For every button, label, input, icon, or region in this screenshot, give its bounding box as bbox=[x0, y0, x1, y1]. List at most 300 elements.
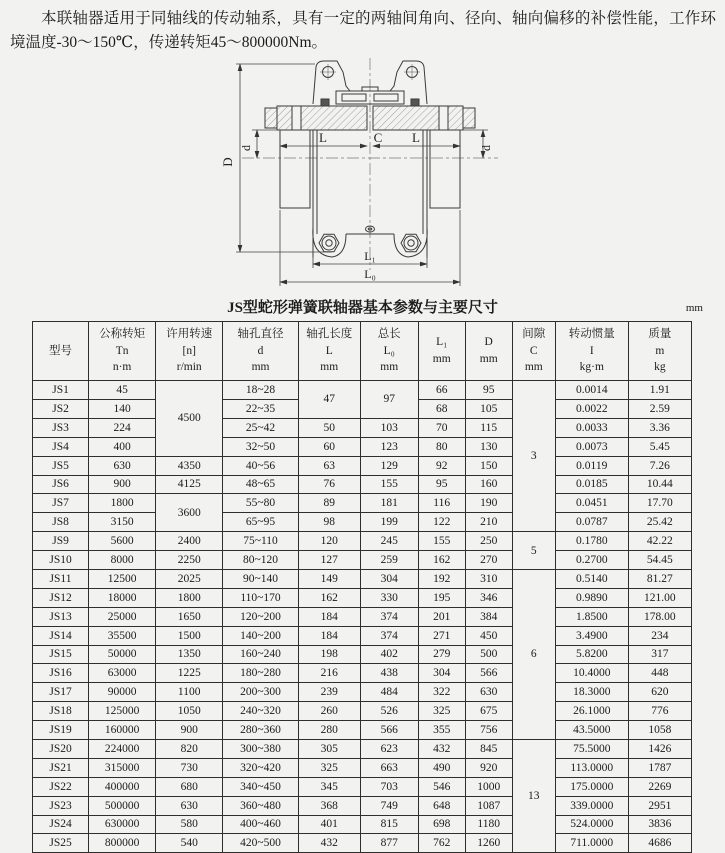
cell-torque: 800000 bbox=[89, 834, 156, 853]
cell-D: 210 bbox=[465, 513, 512, 532]
cell-model: JS16 bbox=[33, 664, 89, 683]
cell-torque: 5600 bbox=[89, 532, 156, 551]
cell-torque: 45 bbox=[89, 381, 156, 400]
cell-L1: 162 bbox=[418, 551, 465, 570]
cell-gap-C: 3 bbox=[512, 381, 555, 532]
cell-L1: 70 bbox=[418, 418, 465, 437]
cell-inertia: 75.5000 bbox=[555, 740, 628, 759]
cell-bore-d: 300~380 bbox=[223, 740, 299, 759]
table-row bbox=[33, 437, 692, 456]
cell-mass: 620 bbox=[628, 683, 691, 702]
cell-torque: 900 bbox=[89, 475, 156, 494]
cell-speed: 900 bbox=[156, 721, 223, 740]
table-row bbox=[33, 513, 692, 532]
cell-bore-d: 75~110 bbox=[223, 532, 299, 551]
col-header-gap-C: 间隙 C mm bbox=[512, 322, 555, 381]
col-header-mass: 质量 m kg bbox=[628, 322, 691, 381]
cell-L1: 66 bbox=[418, 381, 465, 400]
col-header-inertia: 转动惯量 I kg·m bbox=[555, 322, 628, 381]
cell-len-L0: 199 bbox=[360, 513, 418, 532]
cell-bore-d: 280~360 bbox=[223, 721, 299, 740]
cell-model: JS4 bbox=[33, 437, 89, 456]
cell-speed: 2250 bbox=[156, 551, 223, 570]
cell-mass: 7.26 bbox=[628, 456, 691, 475]
cell-model: JS23 bbox=[33, 796, 89, 815]
cell-mass: 1787 bbox=[628, 758, 691, 777]
col-header-speed: 许用转速 [n] r/min bbox=[156, 322, 223, 381]
cell-len-L: 89 bbox=[298, 494, 360, 513]
cell-model: JS22 bbox=[33, 777, 89, 796]
parameters-table bbox=[32, 321, 692, 853]
cell-mass: 5.45 bbox=[628, 437, 691, 456]
cell-bore-d: 25~42 bbox=[223, 418, 299, 437]
cell-len-L: 184 bbox=[298, 626, 360, 645]
cell-len-L0: 484 bbox=[360, 683, 418, 702]
cell-speed: 1650 bbox=[156, 607, 223, 626]
dim-label-d-right: d bbox=[479, 145, 493, 152]
cell-bore-d: 18~28 bbox=[223, 381, 299, 400]
cell-L1: 195 bbox=[418, 588, 465, 607]
cell-len-L0: 103 bbox=[360, 418, 418, 437]
cell-inertia: 0.0014 bbox=[555, 381, 628, 400]
cell-torque: 12500 bbox=[89, 570, 156, 589]
cell-len-L: 76 bbox=[298, 475, 360, 494]
cell-D: 130 bbox=[465, 437, 512, 456]
col-header-L1: L₁ mm bbox=[418, 322, 465, 381]
cell-D: 1260 bbox=[465, 834, 512, 853]
cell-model: JS14 bbox=[33, 626, 89, 645]
cell-D: 346 bbox=[465, 588, 512, 607]
cell-D: 500 bbox=[465, 645, 512, 664]
cell-mass: 3.36 bbox=[628, 418, 691, 437]
cell-D: 150 bbox=[465, 456, 512, 475]
cell-L1: 95 bbox=[418, 475, 465, 494]
cell-mass: 4686 bbox=[628, 834, 691, 853]
cell-mass: 2.59 bbox=[628, 399, 691, 418]
table-row bbox=[33, 815, 692, 834]
cell-len-L: 50 bbox=[298, 418, 360, 437]
cell-L1: 648 bbox=[418, 796, 465, 815]
cell-speed: 1800 bbox=[156, 588, 223, 607]
cell-torque: 224000 bbox=[89, 740, 156, 759]
cell-bore-d: 90~140 bbox=[223, 570, 299, 589]
cell-L1: 192 bbox=[418, 570, 465, 589]
cell-torque: 400 bbox=[89, 437, 156, 456]
table-row bbox=[33, 834, 692, 853]
cell-D: 450 bbox=[465, 626, 512, 645]
cell-inertia: 711.0000 bbox=[555, 834, 628, 853]
cell-len-L0: 259 bbox=[360, 551, 418, 570]
cell-mass: 10.44 bbox=[628, 475, 691, 494]
cell-bore-d: 320~420 bbox=[223, 758, 299, 777]
cell-inertia: 3.4900 bbox=[555, 626, 628, 645]
cell-speed: 4350 bbox=[156, 456, 223, 475]
cell-speed: 540 bbox=[156, 834, 223, 853]
cell-speed: 2400 bbox=[156, 532, 223, 551]
cell-L1: 271 bbox=[418, 626, 465, 645]
table-row bbox=[33, 683, 692, 702]
cell-torque: 25000 bbox=[89, 607, 156, 626]
cell-len-L0: 155 bbox=[360, 475, 418, 494]
cell-len-L0: 877 bbox=[360, 834, 418, 853]
cell-model: JS8 bbox=[33, 513, 89, 532]
cell-model: JS5 bbox=[33, 456, 89, 475]
cell-speed: 1050 bbox=[156, 702, 223, 721]
table-row bbox=[33, 570, 692, 589]
cell-model: JS1 bbox=[33, 381, 89, 400]
cell-L1: 92 bbox=[418, 456, 465, 475]
cell-torque: 630 bbox=[89, 456, 156, 475]
cell-mass: 42.22 bbox=[628, 532, 691, 551]
cell-torque: 160000 bbox=[89, 721, 156, 740]
cell-inertia: 0.0787 bbox=[555, 513, 628, 532]
cell-len-L: 63 bbox=[298, 456, 360, 475]
cell-torque: 3150 bbox=[89, 513, 156, 532]
table-row bbox=[33, 758, 692, 777]
cell-len-L: 127 bbox=[298, 551, 360, 570]
cell-D: 675 bbox=[465, 702, 512, 721]
cell-model: JS18 bbox=[33, 702, 89, 721]
cell-inertia: 0.0033 bbox=[555, 418, 628, 437]
dim-label-C: C bbox=[373, 130, 383, 146]
cell-L1: 322 bbox=[418, 683, 465, 702]
cell-D: 920 bbox=[465, 758, 512, 777]
cell-bore-d: 110~170 bbox=[223, 588, 299, 607]
cell-bore-d: 65~95 bbox=[223, 513, 299, 532]
table-row bbox=[33, 721, 692, 740]
cell-model: JS15 bbox=[33, 645, 89, 664]
cell-bore-d: 48~65 bbox=[223, 475, 299, 494]
cell-mass: 3836 bbox=[628, 815, 691, 834]
cell-len-L: 432 bbox=[298, 834, 360, 853]
table-title-row bbox=[0, 296, 725, 318]
cell-L1: 546 bbox=[418, 777, 465, 796]
table-row bbox=[33, 740, 692, 759]
cell-inertia: 0.0073 bbox=[555, 437, 628, 456]
cell-inertia: 5.8200 bbox=[555, 645, 628, 664]
cell-speed: 1350 bbox=[156, 645, 223, 664]
cell-D: 845 bbox=[465, 740, 512, 759]
cell-speed: 730 bbox=[156, 758, 223, 777]
cell-torque: 630000 bbox=[89, 815, 156, 834]
cell-len-L0: 623 bbox=[360, 740, 418, 759]
cell-mass: 17.70 bbox=[628, 494, 691, 513]
cell-len-L: 184 bbox=[298, 607, 360, 626]
cell-speed: 1100 bbox=[156, 683, 223, 702]
coupling-section-view bbox=[180, 58, 545, 296]
cell-mass: 81.27 bbox=[628, 570, 691, 589]
cell-torque: 90000 bbox=[89, 683, 156, 702]
cell-bore-d: 240~320 bbox=[223, 702, 299, 721]
table-row bbox=[33, 532, 692, 551]
cell-bore-d: 40~56 bbox=[223, 456, 299, 475]
cell-len-L0: 97 bbox=[360, 381, 418, 419]
cell-mass: 317 bbox=[628, 645, 691, 664]
cell-len-L: 325 bbox=[298, 758, 360, 777]
cell-D: 1000 bbox=[465, 777, 512, 796]
cell-torque: 35500 bbox=[89, 626, 156, 645]
table-row bbox=[33, 418, 692, 437]
cell-bore-d: 55~80 bbox=[223, 494, 299, 513]
cell-bore-d: 160~240 bbox=[223, 645, 299, 664]
cell-torque: 140 bbox=[89, 399, 156, 418]
table-row bbox=[33, 702, 692, 721]
cell-len-L: 120 bbox=[298, 532, 360, 551]
cell-bore-d: 22~35 bbox=[223, 399, 299, 418]
cell-D: 384 bbox=[465, 607, 512, 626]
cell-inertia: 0.2700 bbox=[555, 551, 628, 570]
dim-label-L-left: L bbox=[319, 130, 327, 146]
cell-len-L0: 749 bbox=[360, 796, 418, 815]
cell-L1: 698 bbox=[418, 815, 465, 834]
cell-bore-d: 400~460 bbox=[223, 815, 299, 834]
cell-inertia: 26.1000 bbox=[555, 702, 628, 721]
cell-len-L0: 566 bbox=[360, 721, 418, 740]
cell-D: 1180 bbox=[465, 815, 512, 834]
dim-label-L-right: L bbox=[412, 130, 420, 146]
cell-mass: 2269 bbox=[628, 777, 691, 796]
cell-speed: 3600 bbox=[156, 494, 223, 532]
cell-L1: 279 bbox=[418, 645, 465, 664]
cell-len-L0: 304 bbox=[360, 570, 418, 589]
cell-model: JS9 bbox=[33, 532, 89, 551]
cell-inertia: 0.9890 bbox=[555, 588, 628, 607]
cell-speed: 630 bbox=[156, 796, 223, 815]
cell-model: JS19 bbox=[33, 721, 89, 740]
cell-inertia: 0.0185 bbox=[555, 475, 628, 494]
intro-paragraph: 本联轴器适用于同轴线的传动轴系，具有一定的两轴间角向、径向、轴向偏移的补偿性能，工作环境温度-30～150℃，传递转矩45～800000Nm。 bbox=[10, 10, 716, 51]
cell-len-L: 345 bbox=[298, 777, 360, 796]
cell-inertia: 10.4000 bbox=[555, 664, 628, 683]
cell-len-L: 280 bbox=[298, 721, 360, 740]
cell-len-L0: 374 bbox=[360, 607, 418, 626]
table-row bbox=[33, 607, 692, 626]
cell-torque: 1800 bbox=[89, 494, 156, 513]
cell-speed: 1225 bbox=[156, 664, 223, 683]
cell-len-L: 216 bbox=[298, 664, 360, 683]
cell-len-L: 368 bbox=[298, 796, 360, 815]
cell-len-L0: 402 bbox=[360, 645, 418, 664]
cell-speed: 1500 bbox=[156, 626, 223, 645]
cell-mass: 1426 bbox=[628, 740, 691, 759]
cell-model: JS2 bbox=[33, 399, 89, 418]
table-row bbox=[33, 494, 692, 513]
col-header-len-L0: 总长 L₀ mm bbox=[360, 322, 418, 381]
cell-mass: 178.00 bbox=[628, 607, 691, 626]
cell-mass: 776 bbox=[628, 702, 691, 721]
cell-D: 630 bbox=[465, 683, 512, 702]
cell-inertia: 1.8500 bbox=[555, 607, 628, 626]
cell-L1: 490 bbox=[418, 758, 465, 777]
cell-inertia: 175.0000 bbox=[555, 777, 628, 796]
cell-model: JS20 bbox=[33, 740, 89, 759]
cell-D: 756 bbox=[465, 721, 512, 740]
cell-mass: 234 bbox=[628, 626, 691, 645]
cell-D: 566 bbox=[465, 664, 512, 683]
cell-speed: 580 bbox=[156, 815, 223, 834]
cell-mass: 1058 bbox=[628, 721, 691, 740]
cell-inertia: 0.0119 bbox=[555, 456, 628, 475]
cell-bore-d: 120~200 bbox=[223, 607, 299, 626]
cell-model: JS13 bbox=[33, 607, 89, 626]
cell-mass: 121.00 bbox=[628, 588, 691, 607]
cell-len-L0: 245 bbox=[360, 532, 418, 551]
cell-D: 250 bbox=[465, 532, 512, 551]
table-unit-note: mm bbox=[685, 302, 703, 315]
cell-bore-d: 420~500 bbox=[223, 834, 299, 853]
cell-len-L: 98 bbox=[298, 513, 360, 532]
cell-speed: 4500 bbox=[156, 381, 223, 457]
cell-inertia: 0.0022 bbox=[555, 399, 628, 418]
cell-len-L0: 815 bbox=[360, 815, 418, 834]
table-row bbox=[33, 777, 692, 796]
cell-mass: 1.91 bbox=[628, 381, 691, 400]
cell-D: 270 bbox=[465, 551, 512, 570]
cell-L1: 432 bbox=[418, 740, 465, 759]
cell-len-L: 60 bbox=[298, 437, 360, 456]
cell-model: JS6 bbox=[33, 475, 89, 494]
cell-L1: 116 bbox=[418, 494, 465, 513]
cell-D: 190 bbox=[465, 494, 512, 513]
table-title: JS型蛇形弹簧联轴器基本参数与主要尺寸 bbox=[227, 300, 498, 317]
cell-len-L: 198 bbox=[298, 645, 360, 664]
dim-label-D: D bbox=[220, 157, 235, 167]
cell-bore-d: 80~120 bbox=[223, 551, 299, 570]
cell-torque: 400000 bbox=[89, 777, 156, 796]
cell-bore-d: 32~50 bbox=[223, 437, 299, 456]
cell-mass: 54.45 bbox=[628, 551, 691, 570]
cell-model: JS17 bbox=[33, 683, 89, 702]
cell-torque: 63000 bbox=[89, 664, 156, 683]
cell-L1: 355 bbox=[418, 721, 465, 740]
cell-mass: 2951 bbox=[628, 796, 691, 815]
cell-torque: 315000 bbox=[89, 758, 156, 777]
cell-gap-C: 5 bbox=[512, 532, 555, 570]
cell-model: JS11 bbox=[33, 570, 89, 589]
cell-torque: 500000 bbox=[89, 796, 156, 815]
col-header-bore-d: 轴孔直径 d mm bbox=[223, 322, 299, 381]
cell-len-L0: 526 bbox=[360, 702, 418, 721]
cell-len-L0: 123 bbox=[360, 437, 418, 456]
cell-D: 115 bbox=[465, 418, 512, 437]
cell-len-L: 401 bbox=[298, 815, 360, 834]
dim-label-d-left: d bbox=[239, 145, 253, 152]
cell-speed: 2025 bbox=[156, 570, 223, 589]
cell-D: 160 bbox=[465, 475, 512, 494]
cell-model: JS7 bbox=[33, 494, 89, 513]
cell-mass: 25.42 bbox=[628, 513, 691, 532]
cell-len-L: 260 bbox=[298, 702, 360, 721]
cell-model: JS3 bbox=[33, 418, 89, 437]
cell-L1: 122 bbox=[418, 513, 465, 532]
cell-model: JS10 bbox=[33, 551, 89, 570]
cell-gap-C: 13 bbox=[512, 740, 555, 853]
table-row bbox=[33, 796, 692, 815]
cell-D: 105 bbox=[465, 399, 512, 418]
cell-speed: 680 bbox=[156, 777, 223, 796]
col-header-model: 型号 bbox=[33, 322, 89, 381]
cell-L1: 155 bbox=[418, 532, 465, 551]
col-header-torque: 公称转矩 Tn n·m bbox=[89, 322, 156, 381]
table-row bbox=[33, 664, 692, 683]
table-row bbox=[33, 551, 692, 570]
cell-bore-d: 180~280 bbox=[223, 664, 299, 683]
cell-model: JS24 bbox=[33, 815, 89, 834]
cell-L1: 80 bbox=[418, 437, 465, 456]
table-row bbox=[33, 588, 692, 607]
cell-inertia: 0.5140 bbox=[555, 570, 628, 589]
col-header-len-L: 轴孔长度 L mm bbox=[298, 322, 360, 381]
cell-bore-d: 140~200 bbox=[223, 626, 299, 645]
cell-L1: 304 bbox=[418, 664, 465, 683]
cell-speed: 4125 bbox=[156, 475, 223, 494]
dim-label-L0: L₀ bbox=[364, 267, 376, 282]
cell-model: JS12 bbox=[33, 588, 89, 607]
cell-torque: 50000 bbox=[89, 645, 156, 664]
cell-len-L0: 374 bbox=[360, 626, 418, 645]
cell-D: 1087 bbox=[465, 796, 512, 815]
table-row bbox=[33, 456, 692, 475]
cell-len-L0: 438 bbox=[360, 664, 418, 683]
table-row bbox=[33, 626, 692, 645]
cell-speed: 820 bbox=[156, 740, 223, 759]
coupling-drawing bbox=[180, 58, 545, 296]
cell-model: JS21 bbox=[33, 758, 89, 777]
table-row bbox=[33, 381, 692, 400]
cell-len-L: 47 bbox=[298, 381, 360, 419]
cell-model: JS25 bbox=[33, 834, 89, 853]
cell-D: 95 bbox=[465, 381, 512, 400]
cell-len-L0: 129 bbox=[360, 456, 418, 475]
cell-len-L0: 330 bbox=[360, 588, 418, 607]
cell-L1: 762 bbox=[418, 834, 465, 853]
cell-len-L: 162 bbox=[298, 588, 360, 607]
cell-inertia: 113.0000 bbox=[555, 758, 628, 777]
cell-L1: 68 bbox=[418, 399, 465, 418]
dimension-lines bbox=[236, 64, 488, 286]
table-body bbox=[33, 381, 692, 853]
cell-bore-d: 340~450 bbox=[223, 777, 299, 796]
table-row bbox=[33, 645, 692, 664]
col-header-D: D mm bbox=[465, 322, 512, 381]
cell-inertia: 524.0000 bbox=[555, 815, 628, 834]
cell-len-L: 149 bbox=[298, 570, 360, 589]
cell-len-L: 239 bbox=[298, 683, 360, 702]
cell-torque: 224 bbox=[89, 418, 156, 437]
cell-inertia: 0.1780 bbox=[555, 532, 628, 551]
cell-len-L0: 181 bbox=[360, 494, 418, 513]
cell-len-L0: 663 bbox=[360, 758, 418, 777]
cell-torque: 8000 bbox=[89, 551, 156, 570]
cell-torque: 125000 bbox=[89, 702, 156, 721]
cell-L1: 201 bbox=[418, 607, 465, 626]
dim-label-L1: L₁ bbox=[364, 249, 376, 264]
table-head-row bbox=[33, 322, 692, 381]
cell-bore-d: 200~300 bbox=[223, 683, 299, 702]
cell-mass: 448 bbox=[628, 664, 691, 683]
cell-len-L: 305 bbox=[298, 740, 360, 759]
cell-len-L0: 703 bbox=[360, 777, 418, 796]
table-row bbox=[33, 475, 692, 494]
cell-inertia: 18.3000 bbox=[555, 683, 628, 702]
cell-torque: 18000 bbox=[89, 588, 156, 607]
cell-L1: 325 bbox=[418, 702, 465, 721]
cell-inertia: 339.0000 bbox=[555, 796, 628, 815]
cell-bore-d: 360~480 bbox=[223, 796, 299, 815]
cell-inertia: 0.0451 bbox=[555, 494, 628, 513]
cell-gap-C: 6 bbox=[512, 570, 555, 740]
cell-inertia: 43.5000 bbox=[555, 721, 628, 740]
